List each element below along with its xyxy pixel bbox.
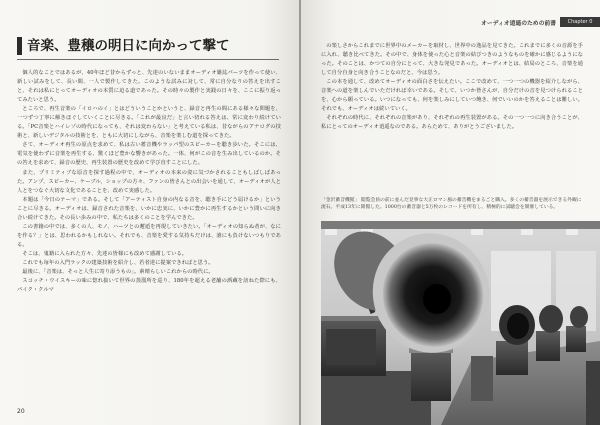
paragraph: 最後に、「音楽は、そっと人生に寄り添うもの」。素晴らしいこれからの時代に。: [22, 269, 214, 276]
page-number: 20: [17, 408, 25, 415]
paragraph: そこは、鬼籍に入られた方々、先達の皆様にも改めて感謝している。: [22, 250, 188, 257]
running-head: [481, 17, 600, 27]
paragraph: この本を通して、改めてオーディオの面白さを伝えたい。ここで改めて、一つ一つの機器を紹介しながら、音楽への道を楽しんでいただければ幸いである。そして、いつか皆さんが、自分だけの音を見つけられることを、心から願っている。いつになっても、何を楽しみにしていつ飽き、何でいいのかを答えることは難しい。それでも、オーディオは続いていく。: [321, 79, 583, 113]
paragraph: の楽しさからこれまでに世界中のメーカーを取材し、世界中の逸品を見てきた。これまでに多くの音源を手に入れ、聴き比べてきた。その中で、身体を使った心と音楽の結びつきのようなものを確かに感じるようになった。そのことは、かつての自分にとって、大きな発見であった。オーディオとは、結局のところ、音楽を通して自分自身と向き合うことなのだと、今は思う。: [321, 43, 583, 77]
right-page: [301, 0, 600, 425]
left-body-text: [17, 69, 281, 295]
running-head-title: オーディオ逍遥のための前書: [481, 20, 556, 27]
paragraph: ところで、再生音楽の「イロハのイ」とはどういうことかというと、録音と再生の間にある様々な問題を、一つずつ丁寧に解きほぐしていくことに尽きる。「これが最良だ」と言い切れる答えは、常に変わり続けている。「PC音楽とハイレゾの時代になっても、それは変わらない」と考えている私は、昔ながらのアナログの技術と、新しいデジタルの技術とを、ともに大切にしながら、音楽を楽しむ道を探ってきた。: [17, 106, 281, 140]
paragraph: これでも毎年の入門ラックの建築技術を紹介し、若者達に提案できればと思う。: [22, 259, 214, 266]
chapter-tab: Chapter 0: [560, 17, 600, 27]
gramophone-museum-photo: [321, 221, 600, 425]
left-page: [0, 0, 299, 425]
paragraph: 個人的なことではあるが、40年ほど昔からずっと、先達のいないままオーディオ雑誌パーツを作って使い、新しい試みをして、長い間、一人で製作してきた。このような試みに対して、常に自分なりの答えを出すこと、それは私にとってオーディオの本質に迫る道であった。その時々の製作と実践の日々を、ここに振り返ってみたいと思う。: [17, 70, 281, 104]
heading-underline: [17, 59, 279, 60]
heading-accent-bar: [17, 37, 22, 55]
chapter-heading: 音楽、豊穣の明日に向かって撃て: [27, 38, 230, 54]
paragraph: この書籍の中では、多くの人、モノ、ハーツとの邂逅を再現していきたい。「オーディオの知らぬ者が、なにを作る？」とは、思われるかもしれない。それでも、音楽を愛する気持ちだけは、誰にも負けないつもりである。: [17, 223, 281, 248]
paragraph: また、プリミティブな原音を探す過程の中で、オーディオの本来の姿に気づかされることもしばしばあった。アンプ、スピーカー、ケーブル、ショップの方々、ファンの皆さんとの出会いを通して、オーディオが人と人とをつなぐ大切な文化であることを、改めて実感した。: [17, 169, 281, 194]
photo-caption: 「金沢蓄音機館」 閲覧会員の前に並んだ見事な大正ロマン風の蓄音機をまるごと購入。多くの蓄音器を展示できる外観に流石。平成13年に開館した。1000台の蓄音器と5万枚のレコードを所有し、積極的に試聴会を開催している。: [321, 198, 582, 211]
right-body-text: [321, 42, 583, 132]
paragraph: 本題は「今日のテーマ」である。そして「アーティスト自身の内なる音を、聴き手にどう届けるか」ということに尽きる。オーディオは、録音された音楽を、いかに忠実に、いかに豊かに再生するかという問いに向き合い続けてきた。その長い歩みの中で、私たちは多くのことを学んできた。: [17, 196, 281, 221]
paragraph: スコッチ・ウイスキーの味に惚れ抜いて世界の蒸溜所を巡り、180年を超える老舗の酒蔵を訪ねた際にも、パイク・クルマ: [17, 278, 281, 294]
paragraph: さて、オーディオ再生の原点を求めて、私は古い蓄音機やラッパ型のスピーカーを聴き歩いた。そこには、電気を使わずに音楽を再生する、驚くほど豊かな響きがあった。一体、何がこの音を生み出しているのか。その答えを求めて、録音の歴史、再生装置の歴史を改めて学び直すことにした。: [17, 142, 281, 167]
gramophone-photo-illustration: [321, 221, 600, 425]
paragraph: それぞれの時代に、それぞれの音楽があり、それぞれの再生装置がある。その一つ一つに向き合うことが、私にとってのオーディオ逍遥なのである。あらためて、ありがとうございました。: [321, 115, 583, 131]
